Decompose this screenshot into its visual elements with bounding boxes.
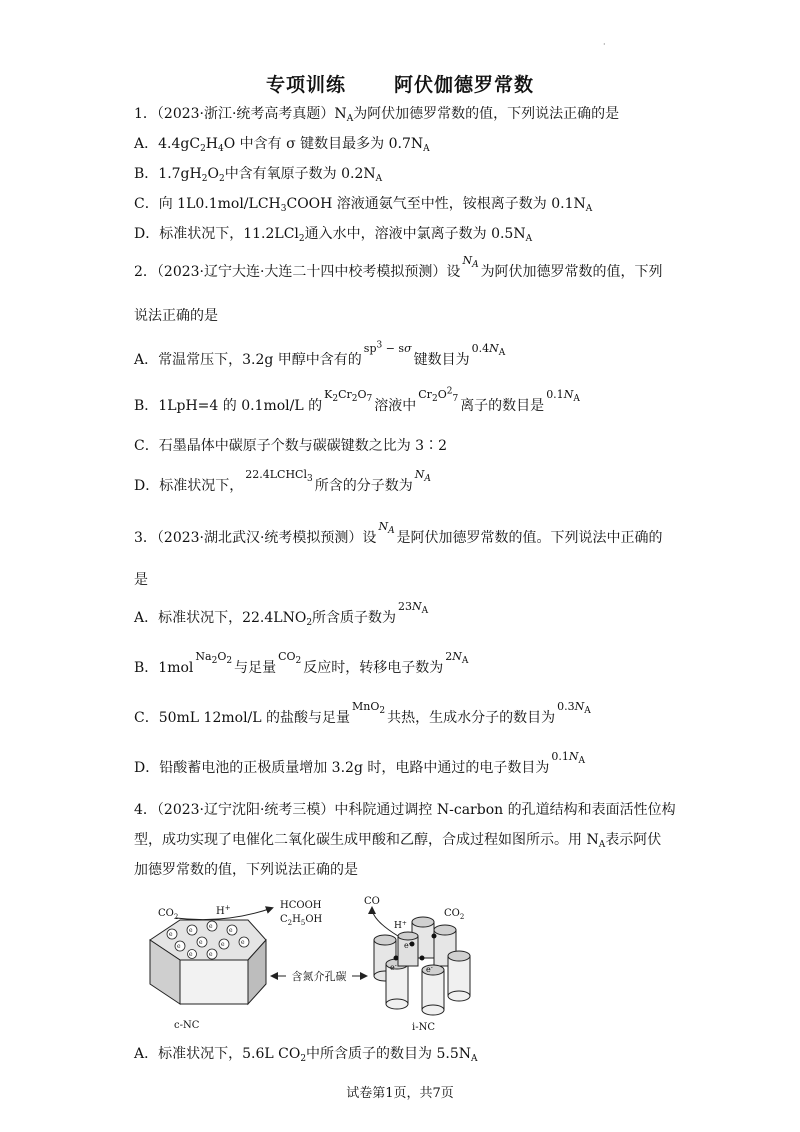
na-formula: $N_A$ — [462, 254, 479, 270]
q4-option-a[interactable]: A．标准状况下，5.6L $CO_2$中所含质子的数目为 $5.5N_A$ — [134, 1046, 478, 1064]
q3-option-b[interactable]: B．$1molNa_2O_2$ 与足量$CO_2$ 反应时，转移电子数为$2N_A$ — [134, 658, 470, 679]
q3-stem: 3．（2023·湖北武汉·统考模拟预测）设$N_A$ 是阿伏加德罗常数的值。下列说法中正确的 — [134, 528, 663, 549]
title-right: 阿伏伽德罗常数 — [394, 74, 535, 96]
q2-option-a[interactable]: A．常温常压下，3.2g 甲醇中含有的$sp^3 - s\sigma$键数目为$0.4N_A$ — [134, 340, 506, 368]
co2-left-label: $CO_2$ — [158, 908, 179, 921]
q4-stem-line1: 4．（2023·辽宁沈阳·统考三模）中科院通过调控 N-carbon 的孔道结构和表面活性位构 — [134, 802, 676, 818]
formula-value: $0.3N_A$ — [557, 700, 591, 716]
q2-option-d[interactable]: D．标准状况下，22.4LCHCl$_3$ 所含的分子数为$N_A$ — [134, 476, 433, 497]
formula-na2o2: $Na_2O_2$ — [195, 650, 233, 666]
co2-right-label: $CO_2$ — [444, 908, 465, 921]
formula-value: $23N_A$ — [398, 600, 429, 616]
svg-text:e: e — [199, 939, 203, 946]
q2-option-b[interactable]: B．1LpH=4 的 0.1mol/L 的$K_2Cr_2O_7$ 溶液中$Cr_2O^2_7$ 离子的数目是$0.1N_A$ — [134, 386, 580, 414]
q1-option-b[interactable]: B．$1.7gH_2O_2$中含有氧原子数为 $0.2N_A$ — [134, 166, 383, 184]
formula-value: $0.1N_A$ — [546, 388, 580, 404]
svg-text:e: e — [209, 951, 213, 958]
svg-text:e: e — [221, 941, 225, 948]
q1-option-c[interactable]: C．向 $1L0.1mol/LCH_3COOH$ 溶液通氨气至中性，铵根离子数为 $0.1N_A$ — [134, 196, 593, 214]
q4-stem-line2: 型，成功实现了电催化二氧化碳生成甲酸和乙醇，合成过程如图所示。用 $N_A$表示阿伏 — [134, 832, 662, 850]
product-ethanol: $C_2H_5OH$ — [280, 914, 323, 927]
center-label: 含氮介孔碳 — [291, 970, 347, 983]
q4-stem-line3: 加德罗常数的值，下列说法正确的是 — [134, 862, 358, 878]
co-right-label: CO — [364, 896, 380, 907]
q1-option-d[interactable]: D．标准状况下，11.2LCl$_2$通入水中，溶液中氯离子数为 $0.5N_A$ — [134, 226, 533, 244]
q1-stem: 1．（2023·浙江·统考高考真题）$N_A$为阿伏加德罗常数的值，下列说法正确的是 — [134, 106, 620, 124]
svg-text:e: e — [189, 927, 193, 934]
svg-text:e: e — [241, 939, 245, 946]
q2-stem-cont: 说法正确的是 — [134, 308, 218, 324]
formula-value: $2N_A$ — [445, 650, 469, 666]
title-left: 专项训练 — [265, 74, 346, 96]
q3-stem-cont: 是 — [134, 572, 148, 588]
svg-text:e: e — [209, 923, 213, 930]
i-nc-cylinders — [374, 917, 470, 1015]
electron-label-2: e- — [390, 962, 397, 972]
corner-mark: · — [603, 40, 606, 49]
svg-text:e: e — [169, 931, 173, 938]
page-footer: 试卷第1页，共7页 — [346, 1086, 454, 1101]
electron-label-1: e- — [404, 940, 411, 950]
svg-text:e: e — [177, 943, 181, 950]
formula-sp3-s: $sp^3 - s\sigma$ — [363, 340, 412, 355]
q3-option-d[interactable]: D．铅酸蓄电池的正极质量增加 3.2g 时，电路中通过的电子数目为$0.1N_A$ — [134, 758, 587, 779]
reaction-diagram — [136, 896, 496, 1036]
formula-k2cr2o7: $K_2Cr_2O_7$ — [324, 388, 373, 404]
q1-option-a[interactable]: A．$4.4gC_2H_4O$ 中含有 σ 键数目最多为 $0.7N_A$ — [134, 136, 430, 154]
formula-na: $N_A$ — [414, 468, 431, 484]
svg-text:e: e — [189, 951, 193, 958]
formula-cr2o7: $Cr_2O^2_7$ — [418, 386, 459, 404]
label-i-nc: i-NC — [412, 1022, 435, 1033]
q3-option-c[interactable]: C．50mL 12mol/L 的盐酸与足量MnO$_2$ 共热，生成水分子的数目为$0.3N_A$ — [134, 708, 593, 729]
formula-chcl3: 22.4LCHCl$_3$ — [245, 468, 313, 484]
q3-option-a[interactable]: A．标准状况下，$22.4LNO_2$所含质子数为$23N_A$ — [134, 608, 430, 629]
page-title — [0, 70, 800, 97]
formula-co2: $CO_2$ — [278, 650, 302, 666]
formula-value: $0.1N_A$ — [551, 750, 585, 766]
svg-text:e: e — [229, 927, 233, 934]
electron-label-3: e- — [426, 964, 433, 974]
h-right-label: H+ — [394, 920, 407, 931]
formula-mno2: MnO$_2$ — [352, 700, 386, 716]
product-hcooh: HCOOH — [280, 900, 322, 911]
formula-value: $0.4N_A$ — [471, 342, 506, 358]
q2-stem: 2．（2023·辽宁大连·大连二十四中校考模拟预测）设$N_A$ 为阿伏加德罗常数的值，下列 — [134, 262, 663, 283]
q2-option-c[interactable]: C．石墨晶体中碳原子个数与碳碳键数之比为 3∶2 — [134, 438, 447, 454]
h-left-label: H+ — [216, 904, 231, 917]
na-formula: $N_A$ — [378, 520, 395, 536]
label-c-nc: c-NC — [174, 1020, 200, 1031]
